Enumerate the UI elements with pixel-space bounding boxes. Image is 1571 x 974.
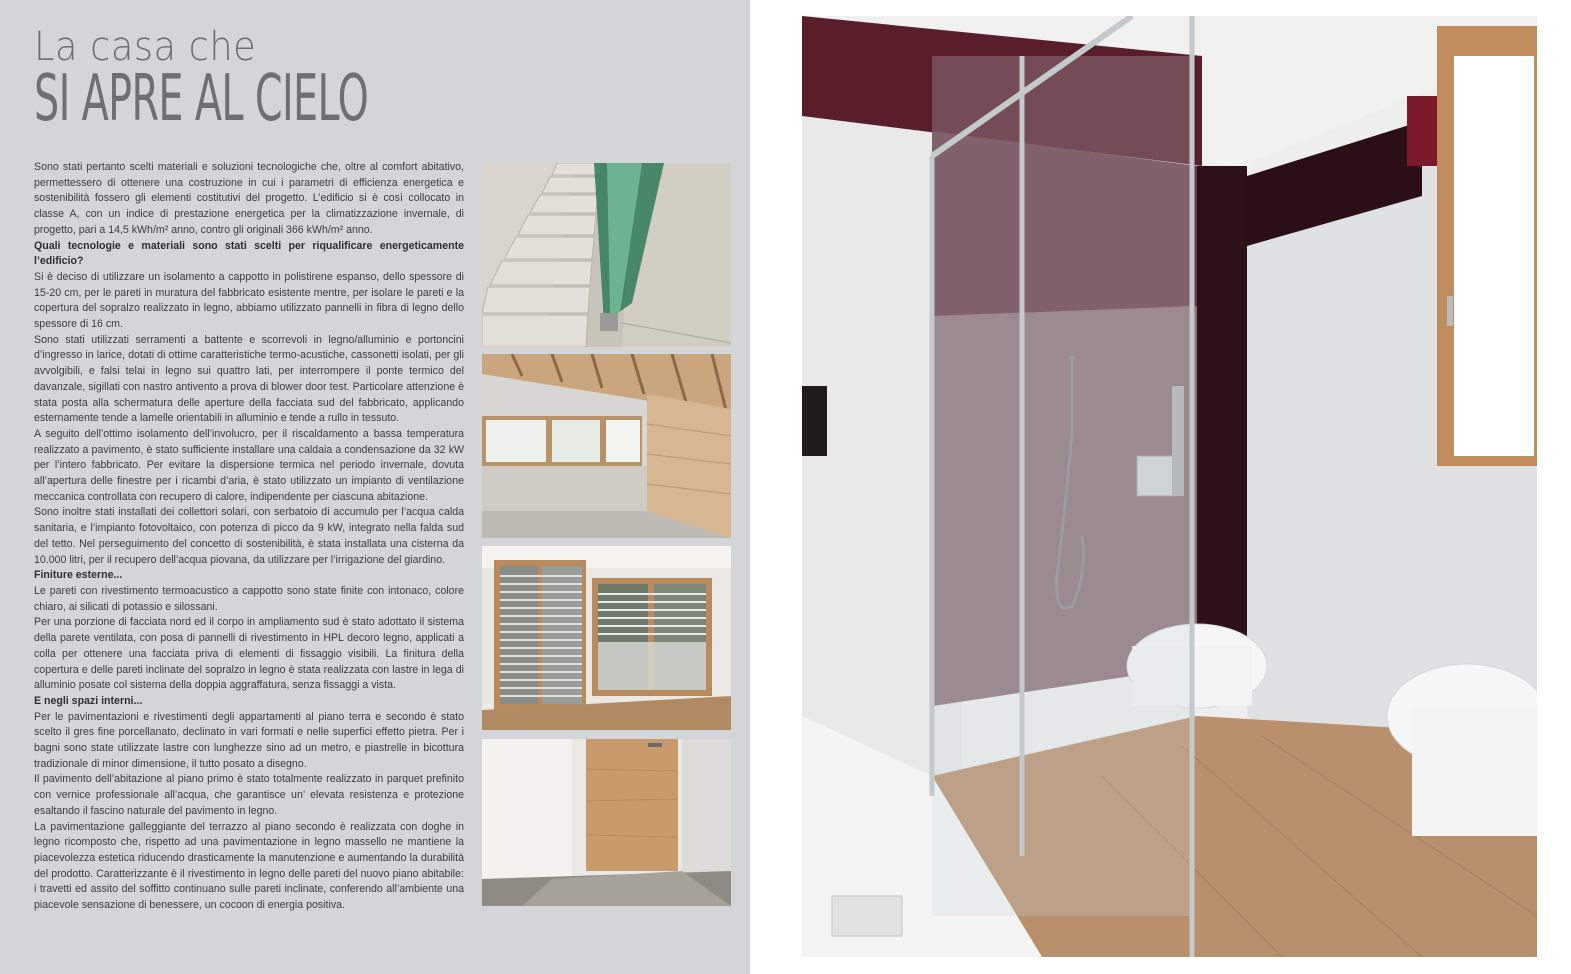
left-page bbox=[0, 0, 750, 974]
body-paragraph: La pavimentazione galleggiante del terrazzo al piano secondo è realizzata con doghe in legno ricomposto che, rispetto ad una pavimentazione in legno massello ne mantiene la piacevolezza estetica riducendo drasticamente la manutenzione e aumentando la durabilità del prodotto. Caratterizzante è il rivestimento in legno delle pareti del nuovo piano abitabile: i travetti ed assito del soffitto continuano sulle pareti inclinate, conferendo all’ambiente una piacevole sensazione di benessere, un cocoon di energia positiva. bbox=[34, 820, 464, 912]
section-heading: Quali tecnologie e materiali sono stati scelti per riqualificare energeticamente l’edificio? bbox=[34, 239, 464, 268]
staircase-photo bbox=[482, 163, 731, 347]
body-paragraph: A seguito dell’ottimo isolamento dell’involucro, per il riscaldamento a bassa temperatura realizzato a pavimento, è stato sufficiente installare una caldaia a condensazione da 32 kW per l’intero fabbricato. Per evitare la dispersione termica nel periodo invernale, dovuta all’apertura delle finestre per i ricambi d’aria, è stato utilizzato un impianto di ventilazione meccanica controllata con recupero di calore, indipendente per ciascuna abitazione. bbox=[34, 427, 464, 503]
body-paragraph: Sono inoltre stati installati dei collettori solari, con serbatoio di accumulo per l’acqua calda sanitaria, e l’impianto fotovoltaico, con potenza di picco da 9 kW, integrato nella falda sud del tetto. Nel perseguimento del concetto di sostenibilità, è stata installata una cisterna da 10.000 litri, per il recupero dell’acqua piovana, da utilizzare per l’irrigazione del giardino. bbox=[34, 506, 464, 566]
attic-room-photo bbox=[482, 354, 731, 538]
body-paragraph: Per le pavimentazioni e rivestimenti degli appartamenti al piano terra e secondo è stato scelto il gres fine porcellanato, declinato in vari formati e nelle superfici effetto pietra. Per i bagni sono state utilizzate lastre con lunghezze sino ad un metro, e piastrelle in bicottura tradizionale di minor dimensione, il tutto posato a disegno. bbox=[34, 710, 464, 770]
body-paragraph: Sono stati pertanto scelti materiali e soluzioni tecnologiche che, oltre al comfort abitativo, permettessero di ottenere una costruzione in cui i parametri di efficienza energetica e sostenibilità fossero gli elementi costitutivi del progetto. L’edificio si è così collocato in classe A, con un indice di prestazione energetica per la climatizzazione invernale, di progetto, pari a 14,5 kWh/m² anno, contro gli originali 366 kWh/m² anno. bbox=[34, 161, 464, 236]
body-paragraph: Le pareti con rivestimento termoacustico a cappotto sono state finite con intonaco, colore chiaro, ai silicati di potassio e silossani. bbox=[34, 584, 464, 613]
article-body bbox=[34, 160, 464, 914]
living-room-photo bbox=[482, 546, 731, 730]
article-title-line1: La casa che bbox=[34, 24, 257, 70]
section-heading: E negli spazi interni... bbox=[34, 694, 143, 707]
article-title-line2: SI APRE AL CIELO bbox=[34, 62, 369, 136]
body-paragraph: Si è deciso di utilizzare un isolamento a cappotto in polistirene espanso, dello spessore di 15-20 cm, per le pareti in muratura del fabbricato esistente mentre, per isolare le pareti e la copertura del sopralzo realizzato in legno, abbiamo utilizzato pannelli in fibra di legno dello spessore di 16 cm. bbox=[34, 270, 464, 331]
section-heading: Finiture esterne... bbox=[34, 569, 123, 582]
body-paragraph: Sono stati utilizzati serramenti a battente e scorrevoli in legno/alluminio e portoncini d’ingresso in larice, dotati di ottime caratteristiche termo-acustiche, cassonetti isolati, per gli avvolgibili, e falsi telai in legno sui quattro lati, per interrompere il ponte termico del davanzale, sigillati con nastro antivento a prova di blower door test. Particolare attenzione è stata posta alla schermatura delle aperture della facciata sud del fabbricato, applicando esternamente tende a lamelle orientabili in alluminio e tende a rullo in tessuto. bbox=[34, 333, 464, 425]
body-paragraph: Il pavimento dell’abitazione al piano primo è stato totalmente realizzato in parquet prefinito con vernice professionale all’acqua, che garantisce un’ elevata resistenza e protezione esaltando il fascino naturale del pavimento in legno. bbox=[34, 773, 464, 817]
entrance-door-photo bbox=[482, 739, 731, 906]
body-paragraph: Per una porzione di facciata nord ed il corpo in ampliamento sud è stato adottato il sistema della parete ventilata, con posa di pannelli di rivestimento in HPL decoro legno, applicati a colla per ottenere una facciata priva di elementi di fissaggio visibili. La finitura della copertura e delle pareti inclinate del sopralzo in legno è stata realizzata con lastre in lega di alluminio posate col sistema della doppia aggraffatura, senza fissaggi a vista. bbox=[34, 616, 464, 692]
page-gutter bbox=[750, 0, 802, 974]
bathroom-photo bbox=[802, 16, 1537, 957]
